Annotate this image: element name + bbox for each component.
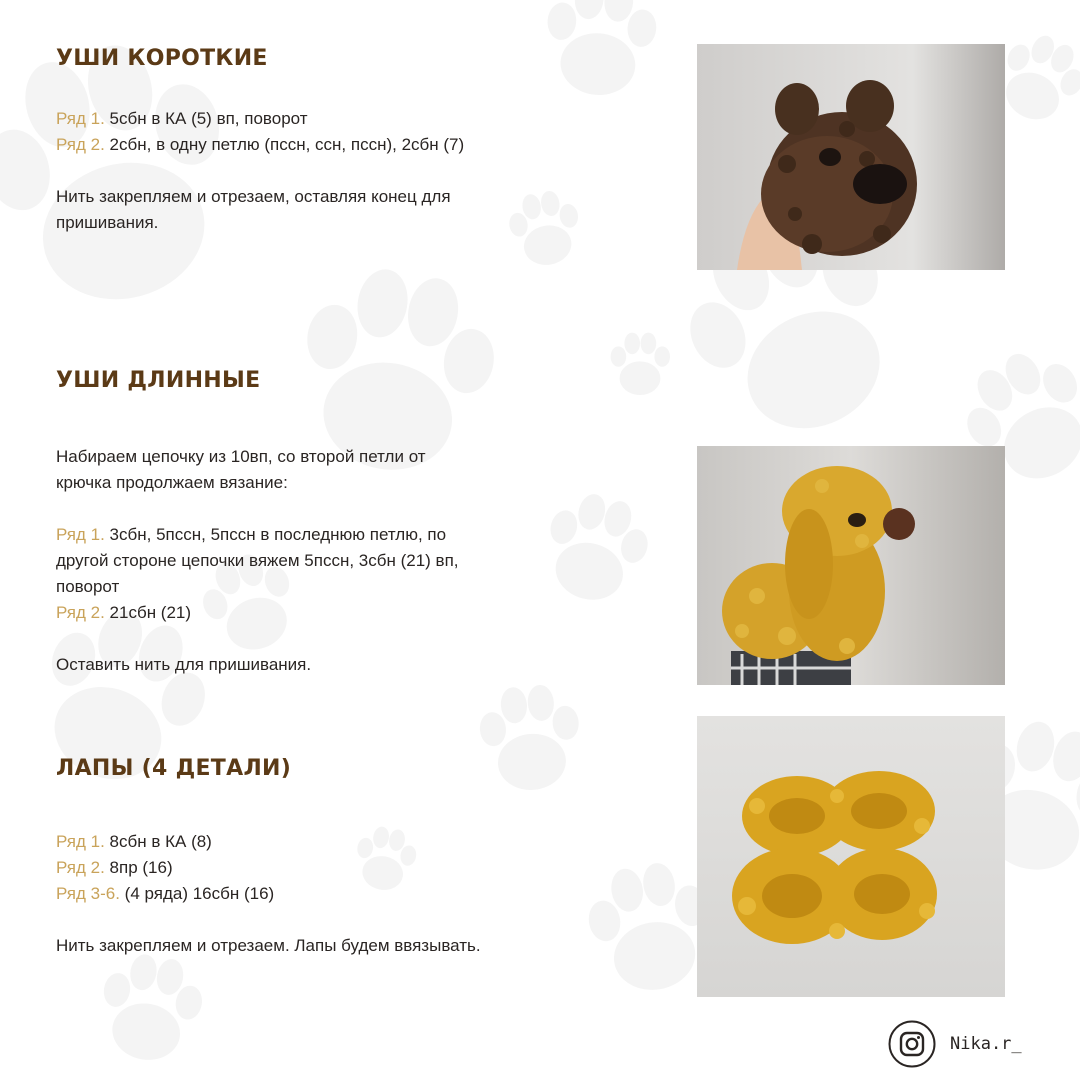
long-ears-instructions: [56, 444, 576, 678]
row-2: [56, 600, 576, 626]
row-text: 3сбн, 5пссн, 5пссн в последнюю петлю, по: [109, 525, 447, 544]
photo-yellow-dog-toy: [697, 446, 1005, 685]
intro-line: Набираем цепочку из 10вп, со второй петли от: [56, 447, 426, 466]
row-label: Ряд 2.: [56, 135, 105, 154]
section-title-short-ears: УШИ КОРОТКИЕ: [56, 46, 268, 71]
row-1: [56, 522, 576, 548]
row-label: Ряд 1.: [56, 109, 105, 128]
section-title-long-ears: УШИ ДЛИННЫЕ: [56, 368, 261, 393]
row-1-continued: другой стороне цепочки вяжем 5пссн, 3сбн (21) вп,: [56, 551, 459, 570]
short-ears-instructions: [56, 106, 576, 236]
instagram-icon[interactable]: [888, 1020, 936, 1068]
row-text: 8сбн в КА (8): [109, 832, 212, 851]
row-label: Ряд 1.: [56, 525, 105, 544]
row-label: Ряд 2.: [56, 603, 105, 622]
section-title-paws: ЛАПЫ (4 ДЕТАЛИ): [56, 756, 292, 781]
row-1: [56, 829, 576, 855]
instagram-handle[interactable]: Nika.r_: [950, 1034, 1022, 1054]
row-text: 2сбн, в одну петлю (пссн, ссн, пссн), 2сбн (7): [109, 135, 465, 154]
row-text: 21сбн (21): [109, 603, 192, 622]
photo-yellow-paws: [697, 716, 1005, 997]
intro-line: крючка продолжаем вязание:: [56, 473, 288, 492]
row-2: [56, 132, 576, 158]
row-label: Ряд 2.: [56, 858, 105, 877]
row-text: 5сбн в КА (5) вп, поворот: [109, 109, 308, 128]
row-label: Ряд 3-6.: [56, 884, 120, 903]
row-text: (4 ряда) 16сбн (16): [124, 884, 275, 903]
note-line: Нить закрепляем и отрезаем. Лапы будем ввязывать.: [56, 936, 481, 955]
note-line: Нить закрепляем и отрезаем, оставляя конец для: [56, 187, 451, 206]
photo-brown-dog-toy: [697, 44, 1005, 270]
footer-instagram[interactable]: [888, 1020, 1022, 1068]
row-text: 8пр (16): [109, 858, 173, 877]
paws-instructions: [56, 829, 576, 959]
row-3: [56, 881, 576, 907]
note-line: пришивания.: [56, 213, 159, 232]
row-2: [56, 855, 576, 881]
note-line: Оставить нить для пришивания.: [56, 655, 312, 674]
row-1: [56, 106, 576, 132]
row-1-continued: поворот: [56, 577, 120, 596]
row-label: Ряд 1.: [56, 832, 105, 851]
